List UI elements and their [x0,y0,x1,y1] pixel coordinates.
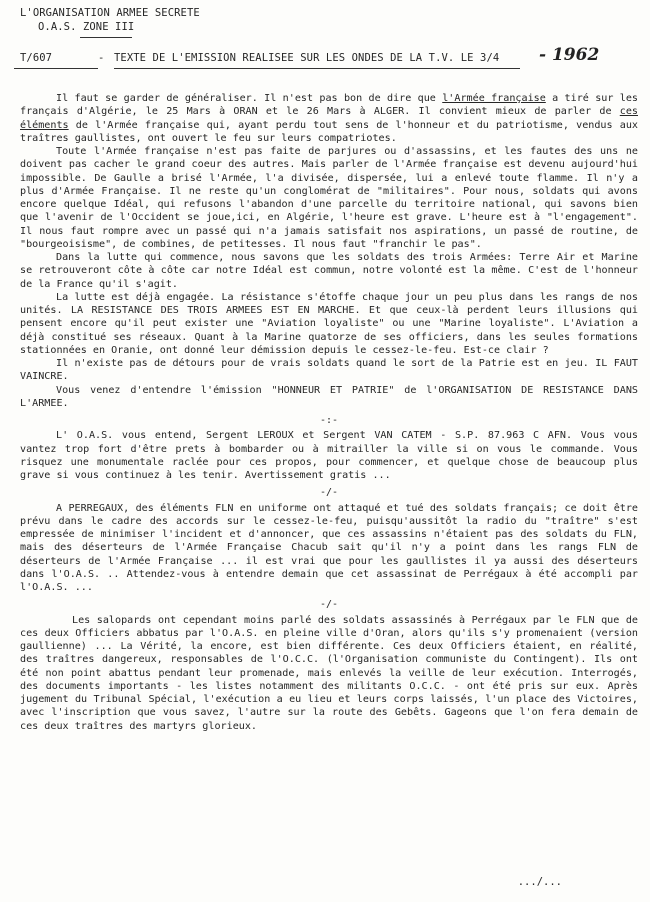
handwritten-year: - 1962 [539,45,600,65]
paragraph-7: L' O.A.S. vous entend, Sergent LEROUX et Sergent VAN CATEM - S.P. 87.963 C AFN. Vous vous vantez trop fort d'être prets à bombarder ou à mitrailler la ville si on vous le commande. Vous risquez une monumentale raclée pour ces propos, pour commencer, et quelque chose de beaucoup plus grave si vous continuez à les tenir. Avertissement gratis ... [20,430,638,481]
paragraph-9: Les salopards ont cependant moins parlé des soldats assassinés à Perrégaux par le FLN que de ces deux Officiers abbatus par l'O.A.S. en pleine ville d'Oran, alors qu'ils s'y promenaient (version gaullienne) ... La Vérité, la encore, est bien différente. Ces deux Officiers étaient, en réalité, des traîtres dangereux, responsables de l'O.C.C. (l'Organisation communiste du Contingent). Ils ont été non point abattus pendant leur promenade, mais enlevés la veille de leur exécution. Interrogés, des documents importants - les listes notamment des militants O.C.C. - ont été pris sur eux. Après jugement du Tribunal Spécial, l'exécution a eu lieu et leurs corps laissés, l'un place des Victoires, avec l'inscription que vous savez, l'autre sur la route des Gebêts. Gageons que l'on fera demain de ces deux traîtres des martyrs glorieux. [20,614,638,732]
reference-number: T/607 [20,52,53,64]
paragraph-5: Il n'existe pas de détours pour de vrais soldats quand le sort de la Patrie est en jeu. IL FAUT VAINCRE. [20,358,638,383]
paragraph-3: Dans la lutte qui commence, nous savons que les soldats des trois Armées: Terre Air et Marine se retrouveront côte à côte car notre Idéal est commun, notre volonté est la même. C'est de l'honneur de la France qu'il s'agit. [20,252,638,290]
paragraph-8: A PERREGAUX, des éléments FLN en uniforme ont attaqué et tué des soldats français; ce doit être prévu dans le cadre des accords sur le cessez-le-feu, puisqu'aussitôt la radio du "traître" s'est empressée de minimiser l'incident et d'annoncer, que ces assassins n'étaient pas des soldats du FLN, mais des déserteurs de l'Armée Française Chacub sait qu'il n'y a point dans les rangs FLN de déserteurs de l'Armée Française ... il est vrai que pour les gaullistes il ya aussi des déserteurs dans l'O.A.S. .. Attendez-vous à entendre demain que cet assassinat de Perrégaux à été accompli par l'O.A.S. ... [20,502,638,593]
section-separator: -/- [319,487,339,499]
underlined-elements: ces éléments [20,106,638,131]
paragraph-1-text-b: a tiré sur les français d'Algérie, le 25 Mars à ORAN et le 26 Mars à ALGER. Il convient mieux de parler de [20,93,639,118]
document-title: TEXTE DE L'EMISSION REALISEE SUR LES ONDES DE LA T.V. LE 3/4 [114,52,500,64]
paragraph-2: Toute l'Armée française n'est pas faite de parjures ou d'assassins, et les fautes des uns ne doivent pas cacher le grand coeur des autres. Mais parler de l'Armée française est devenu aujourd'hui impossible. De Gaulle a brisé l'Armée, l'a divisée, dispersée, lui a enlevé toute flamme. Il n'y a plus d'Armée Française. Il ne reste qu'un conglomérat de "militaires". Pour nous, soldats qui avons encore quelque Idéal, qui refusons l'abandon d'une parcelle du territoire national, qui savons bien que l'avenir de l'Occident se joue,ici, en Algérie, l'heure est grave. L'heure est à "l'engagement". Il nous faut rompre avec un passé qui n'a jamais satisfait nos aspirations, un passé de routine, de "bourgeoisisme", de combines, de petitesses. Il nous faut "franchir le pas". [20,146,638,250]
header-underline [80,37,132,38]
document-body [20,92,638,733]
zone-label: O.A.S. ZONE III [38,21,135,33]
paragraph-1-text-a: Il faut se garder de généraliser. Il n'est pas bon de dire que [56,93,443,104]
header-rule-title [114,68,520,69]
paragraph-1 [20,92,638,145]
dash-mark: - [98,52,105,64]
header-rule-left [14,68,98,69]
paragraph-6: Vous venez d'entendre l'émission "HONNEUR ET PATRIE" de l'ORGANISATION DE RESISTANCE DANS L'ARMEE. [20,384,638,409]
org-name: L'ORGANISATION ARMEE SECRETE [20,7,200,19]
paragraph-4: La lutte est déjà engagée. La résistance s'étoffe chaque jour un peu plus dans les rangs de nos unités. LA RESISTANCE DES TROIS ARMEES EST EN MARCHE. Et que ceux-là perdent leurs illusions qui pensent encore qu'il peut exister une "Aviation loyaliste" ou une "Marine loyaliste". L'Aviation a déjà constitué ses réseaux. Quant à la Marine quatorze de ses officiers, dans les seules formations stationnées en Oranie, ont donné leur démission depuis le cessez-le-feu. Est-ce clair ? [20,291,638,356]
page-continuation: .../... [517,876,562,888]
section-separator: -/- [319,599,339,611]
section-separator: -:- [319,415,339,426]
paragraph-1-text-c: de l'Armée française qui, ayant perdu tout sens de l'honneur et du patriotisme, vendus aux traîtres gaullistes, ont ouvert le feu sur leurs compatriotes. [20,119,638,144]
underlined-army: l'Armée française [442,93,546,104]
